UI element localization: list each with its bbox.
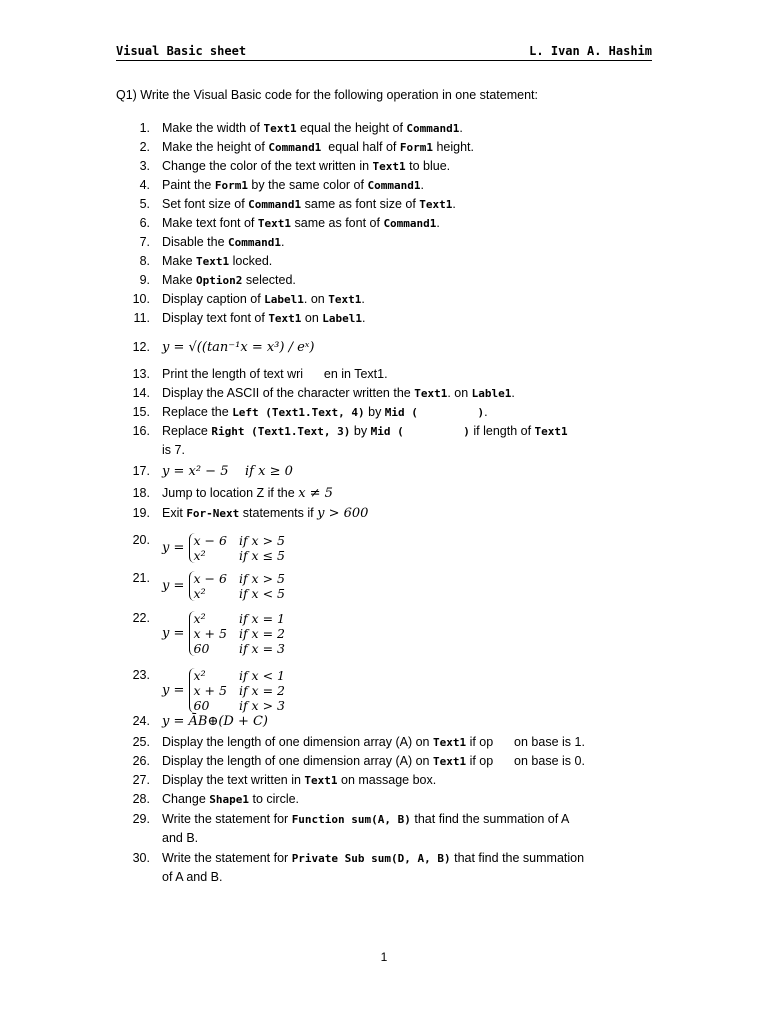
case-cell: x − 6	[193, 533, 227, 548]
question-number: 18.	[132, 486, 150, 500]
question-number: 6.	[139, 216, 150, 230]
text-run: by	[364, 405, 385, 419]
text-run: . on	[447, 386, 472, 400]
question-text	[162, 441, 652, 460]
case-cell: if x > 5	[238, 571, 285, 586]
text-run: statements if	[239, 506, 318, 520]
question-text	[162, 422, 652, 441]
question-number: 2.	[139, 140, 150, 154]
question-number: 13.	[132, 367, 150, 381]
question-number: 27.	[132, 773, 150, 787]
case-cell: x − 6	[193, 571, 227, 586]
code-token: For-Next	[186, 507, 240, 520]
text-run: Display the length of one dimension array (A) on	[162, 735, 433, 749]
code-token: Shape1	[209, 793, 250, 806]
text-run: Make the width of	[162, 121, 264, 135]
text-run: .	[452, 197, 456, 211]
code-token: Text1	[328, 293, 362, 306]
question-text	[162, 571, 652, 601]
text-run: if length of	[469, 424, 535, 438]
text-run: on massage box.	[337, 773, 437, 787]
question-number: 29.	[132, 812, 150, 826]
text-run: Set font size of	[162, 197, 249, 211]
question-number: 4.	[139, 178, 150, 192]
code-token: Command1	[383, 217, 437, 230]
math-expression: y = ĀB⊕(D + C)	[162, 714, 269, 729]
math-expression: y > 600	[317, 506, 369, 521]
question-number: 9.	[139, 273, 150, 287]
code-token: Text1	[414, 387, 448, 400]
text-run: to blue.	[405, 159, 451, 173]
text-run: . on	[303, 292, 329, 306]
question-text	[162, 403, 652, 422]
case-cell: 60	[193, 698, 210, 713]
code-token: Label1	[264, 293, 304, 306]
code-token: Right (Text1.Text, 3)	[211, 425, 351, 438]
case-cell: if x = 2	[238, 626, 285, 641]
question-number: 25.	[132, 735, 150, 749]
case-cell: x²	[193, 548, 206, 563]
code-token: Form1	[214, 179, 248, 192]
text-run: Display the ASCII of the character written the	[162, 386, 415, 400]
text-run: Jump to location Z if the	[162, 486, 299, 500]
code-token: Text1	[268, 312, 302, 325]
text-run: Paint the	[162, 178, 215, 192]
text-run: Change the color of the text written in	[162, 159, 373, 173]
code-token: Option2	[196, 274, 243, 287]
text-run: Display the length of one dimension array (A) on	[162, 754, 433, 768]
code-token: Label1	[322, 312, 363, 325]
code-token: Mid ( )	[384, 406, 485, 419]
case-cell: x²	[193, 611, 206, 626]
text-run: equal half of	[321, 140, 400, 154]
text-run: if op on base is 1.	[466, 735, 585, 749]
question-text	[162, 271, 652, 290]
question-text	[162, 712, 652, 731]
question-text	[162, 338, 652, 357]
text-run: on	[301, 311, 323, 325]
code-token: Command1	[367, 179, 421, 192]
text-run: Make text font of	[162, 216, 258, 230]
question-text	[162, 119, 652, 138]
formula-lhs: y =	[162, 625, 189, 641]
question-text	[162, 484, 652, 503]
question-number: 21.	[132, 571, 150, 585]
question-number: 23.	[132, 668, 150, 682]
piecewise-cases	[189, 611, 297, 656]
text-run: that find the summation of A	[410, 812, 570, 826]
math-expression: x ≠ 5	[298, 486, 333, 501]
question-number: 26.	[132, 754, 150, 768]
case-cell: if x = 1	[238, 611, 285, 626]
question-number: 20.	[132, 533, 150, 547]
case-cell: x²	[193, 586, 206, 601]
text-run: if op on base is 0.	[466, 754, 585, 768]
code-token: Text1	[419, 198, 453, 211]
question-text	[162, 849, 652, 868]
question-number: 11.	[133, 311, 150, 325]
question-number: 10.	[132, 292, 150, 306]
question-number: 16.	[132, 424, 150, 438]
question-number: 17.	[132, 464, 150, 478]
question-text	[162, 462, 652, 481]
text-run: .	[361, 292, 365, 306]
question-number: 8.	[139, 254, 150, 268]
text-run: Display caption of	[162, 292, 265, 306]
code-token: Text1	[432, 755, 467, 768]
code-token: Text1	[257, 217, 292, 230]
question-number: 30.	[132, 851, 150, 865]
piecewise-cases	[189, 571, 297, 601]
question-text	[162, 504, 652, 523]
text-run: height.	[432, 140, 474, 154]
case-cell: if x ≤ 5	[238, 548, 285, 563]
code-token: Command1	[406, 122, 460, 135]
case-cell: if x = 2	[238, 683, 285, 698]
text-run: Display the text written in	[162, 773, 305, 787]
formula-lhs: y =	[162, 682, 189, 698]
question-text	[162, 290, 652, 309]
case-cell: if x < 5	[238, 586, 285, 601]
text-run: selected.	[242, 273, 296, 287]
text-run: .	[436, 216, 440, 230]
question-text	[162, 157, 652, 176]
code-token: Text1	[263, 122, 297, 135]
question-number: 12.	[132, 340, 150, 354]
question-number: 7.	[139, 235, 150, 249]
question-text	[162, 309, 652, 328]
code-token: Command1	[248, 198, 302, 211]
code-token: Function sum(A, B)	[291, 813, 411, 826]
text-run: same as font size of	[301, 197, 420, 211]
question-text	[162, 195, 652, 214]
question-text	[162, 752, 652, 771]
text-run: .	[511, 386, 515, 400]
question-text	[162, 868, 652, 887]
question-text	[162, 790, 652, 809]
text-run: Make	[162, 254, 197, 268]
header-title: Visual Basic sheet	[116, 44, 247, 58]
question-number: 15.	[132, 405, 150, 419]
case-cell: 60	[193, 641, 210, 656]
question-text	[162, 365, 652, 384]
code-token: Text1	[432, 736, 467, 749]
text-run: Make	[162, 273, 197, 287]
case-cell: if x < 1	[238, 668, 285, 683]
math-expression: y =	[162, 340, 189, 355]
text-run: .	[459, 121, 463, 135]
piecewise-cases	[189, 668, 297, 713]
text-run: by	[350, 424, 371, 438]
question-number: 14.	[132, 386, 150, 400]
question-text	[162, 611, 652, 656]
text-run: Write the statement for	[162, 812, 292, 826]
math-expression: y = x² − 5 if x ≥ 0	[162, 464, 293, 479]
code-token: Command1	[268, 141, 322, 154]
text-run: locked.	[229, 254, 273, 268]
text-run: Display text font of	[162, 311, 269, 325]
text-run: that find the summation	[450, 851, 585, 865]
text-run: Replace the	[162, 405, 233, 419]
question-number: 1.	[139, 121, 150, 135]
header-rule	[116, 60, 652, 61]
code-token: Private Sub sum(D, A, B)	[291, 852, 451, 865]
piecewise-cases	[189, 533, 297, 563]
code-token: Text1	[196, 255, 230, 268]
header-author: L. Ivan A. Hashim	[529, 44, 652, 58]
case-cell: if x > 3	[238, 698, 285, 713]
case-cell: x + 5	[193, 626, 227, 641]
question-intro: Q1) Write the Visual Basic code for the following operation in one statement:	[116, 88, 538, 102]
code-token: Lable1	[471, 387, 512, 400]
code-token: Left (Text1.Text, 4)	[232, 406, 365, 419]
question-text	[162, 733, 652, 752]
question-text	[162, 252, 652, 271]
code-token: Text1	[372, 160, 406, 173]
text-run: and B.	[162, 831, 199, 845]
question-number: 22.	[132, 611, 150, 625]
code-token: Form1	[399, 141, 433, 154]
question-text	[162, 138, 652, 157]
question-text	[162, 668, 652, 713]
code-token: Text1	[534, 425, 568, 438]
question-text	[162, 176, 652, 195]
code-token: Command1	[228, 236, 281, 249]
question-number: 28.	[132, 792, 150, 806]
question-number: 3.	[139, 159, 150, 173]
text-run: .	[420, 178, 424, 192]
question-text	[162, 810, 652, 829]
text-run: to circle.	[249, 792, 300, 806]
formula-lhs: y =	[162, 578, 189, 594]
question-text	[162, 384, 652, 403]
text-run: Exit	[162, 506, 187, 520]
math-expression: √((tan⁻¹x = x³) / eˣ)	[188, 340, 315, 355]
question-number: 24.	[132, 714, 150, 728]
question-text	[162, 533, 652, 563]
text-run: Disable the	[162, 235, 229, 249]
code-token: Mid ( )	[370, 425, 470, 438]
case-cell: if x > 5	[238, 533, 285, 548]
page-number: 1	[380, 950, 388, 964]
question-number: 19.	[132, 506, 150, 520]
text-run: is 7.	[162, 443, 185, 457]
page-header	[116, 44, 652, 60]
question-text	[162, 214, 652, 233]
text-run: of A and B.	[162, 870, 223, 884]
text-run: Change	[162, 792, 210, 806]
text-run: Print the length of text wri en in Text1.	[162, 367, 388, 381]
question-text	[162, 771, 652, 790]
text-run: .	[484, 405, 488, 419]
case-cell: if x = 3	[238, 641, 285, 656]
case-cell: x + 5	[193, 683, 227, 698]
text-run: by the same color of	[247, 178, 368, 192]
question-text	[162, 233, 652, 252]
text-run: .	[281, 235, 285, 249]
text-run: .	[362, 311, 366, 325]
text-run: equal the height of	[296, 121, 407, 135]
text-run: Write the statement for	[162, 851, 292, 865]
question-text	[162, 829, 652, 848]
formula-lhs: y =	[162, 540, 189, 556]
case-cell: x²	[193, 668, 206, 683]
text-run: same as font of	[291, 216, 384, 230]
text-run: Replace	[162, 424, 212, 438]
code-token: Text1	[304, 774, 338, 787]
question-number: 5.	[139, 197, 150, 211]
text-run: Make the height of	[162, 140, 269, 154]
